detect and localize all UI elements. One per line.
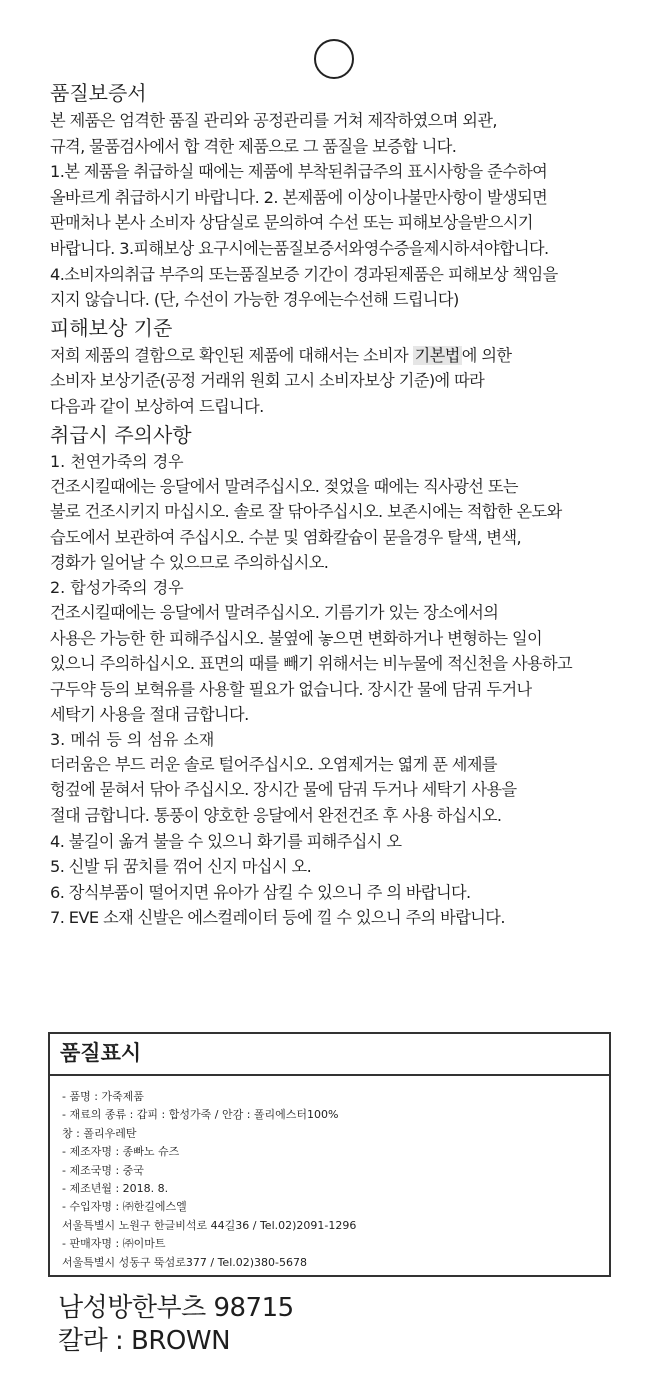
quality-spec-line: - 재료의 종류 : 갑피 : 합성가죽 / 안감 : 폴리에스터100%: [62, 1108, 339, 1122]
warranty-line: 규격, 물품검사에서 합 격한 제품으로 그 품질을 보증합 니다.: [50, 136, 457, 156]
quality-spec-line: 창 : 폴리우레탄: [62, 1126, 137, 1140]
caution-title: 취급시 주의사항: [50, 422, 192, 447]
caution-item: 6. 장식부품이 떨어지면 유아가 삼킬 수 있으니 주 의 바랍니다.: [50, 882, 471, 902]
warranty-line: 1.본 제품을 취급하실 때에는 제품에 부착된취급주의 표시사항을 준수하여: [50, 162, 548, 182]
caution-item: 5. 신발 뒤 꿈치를 꺾어 신지 마십시 오.: [50, 857, 312, 877]
highlighted-word: 기본법: [414, 345, 460, 365]
quality-spec-line: - 수입자명 : ㈜한길에스엘: [62, 1200, 187, 1214]
quality-spec-list: [50, 1076, 609, 1272]
compensation-line: 소비자 보상기준(공정 거래위 원회 고시 소비자보상 기준)에 따라: [50, 371, 485, 391]
warranty-line: 4.소비자의취급 부주의 또는품질보증 기간이 경과된제품은 피해보상 책임을: [50, 264, 558, 284]
compensation-title: 피해보상 기준: [50, 315, 173, 340]
quality-spec-line: - 판매자명 : ㈜이마트: [62, 1237, 166, 1251]
caution-line: 있으니 주의하십시오. 표면의 때를 빼기 위해서는 비누물에 적신천을 사용하고: [50, 654, 573, 674]
compensation-text: 저희 제품의 결함으로 확인된 제품에 대해서는 소비자: [50, 345, 413, 365]
caution-line: 건조시킬때에는 응달에서 말려주십시오. 기름기가 있는 장소에서의: [50, 602, 499, 622]
caution-heading: 1. 천연가죽의 경우: [50, 451, 184, 471]
quality-title: 품질표시: [50, 1034, 609, 1076]
caution-line: 사용은 가능한 한 피해주십시오. 불옆에 놓으면 변화하거나 변형하는 일이: [50, 628, 543, 648]
warranty-line: 올바르게 취급하시기 바랍니다. 2. 본제품에 이상이나불만사항이 발생되면: [50, 187, 548, 207]
compensation-text: 에 의한: [461, 345, 512, 365]
quality-spec-line: 서울특별시 노원구 한글비석로 44길36 / Tel.02)2091-1296: [62, 1218, 357, 1232]
product-footer: [58, 1292, 294, 1358]
warranty-text: [50, 78, 618, 931]
caution-line: 헝겊에 묻혀서 닦아 주십시오. 장시간 물에 담궈 두거나 세탁기 사용을: [50, 780, 517, 800]
caution-line: 습도에서 보관하여 주십시오. 수분 및 염화칼슘이 묻을경우 탈색, 변색,: [50, 527, 522, 547]
quality-spec-line: - 품명 : 가죽제품: [62, 1090, 144, 1103]
caution-line: 건조시킬때에는 응달에서 말려주십시오. 젖었을 때에는 직사광선 또는: [50, 476, 518, 496]
product-name: 남성방한부츠 98715: [58, 1293, 294, 1323]
compensation-line: 다음과 같이 보상하여 드립니다.: [50, 396, 264, 416]
warranty-line: 본 제품은 엄격한 품질 관리와 공정관리를 거쳐 제작하였으며 외관,: [50, 111, 497, 130]
caution-item: 7. EVE 소재 신발은 에스컬레이터 등에 낄 수 있으니 주의 바랍니다.: [50, 908, 505, 928]
caution-line: 불로 건조시키지 마십시오. 솔로 잘 닦아주십시오. 보존시에는 적합한 온도와: [50, 502, 562, 522]
caution-item: 4. 불길이 옮겨 불을 수 있으니 화기를 피해주십시 오: [50, 831, 402, 851]
caution-line: 더러움은 부드 러운 솔로 털어주십시오. 오염제거는 엷게 푼 세제를: [50, 754, 497, 774]
product-color: 칼라 : BROWN: [58, 1326, 231, 1356]
caution-line: 세탁기 사용을 절대 금합니다.: [50, 705, 249, 725]
warranty-line: 판매처나 본사 소비자 상담실로 문의하여 수선 또는 피해보상을받으시기: [50, 213, 533, 233]
quality-spec-line: 서울특별시 성동구 뚝섬로377 / Tel.02)380-5678: [62, 1255, 307, 1269]
quality-spec-line: - 제조자명 : 종빠노 슈즈: [62, 1145, 180, 1159]
quality-spec-line: - 제조년월 : 2018. 8.: [62, 1182, 169, 1196]
caution-line: 구두약 등의 보혁유를 사용할 필요가 없습니다. 장시간 물에 담궈 두거나: [50, 679, 532, 699]
caution-line: 절대 금합니다. 통풍이 양호한 응달에서 완전건조 후 사용 하십시오.: [50, 806, 502, 826]
warranty-title: 품질보증서: [50, 81, 147, 105]
caution-heading: 3. 메쉬 등 의 섬유 소재: [50, 729, 215, 749]
compensation-line: [50, 343, 618, 369]
warranty-line: 지지 않습니다. (단, 수선이 가능한 경우에는수선해 드립니다): [50, 290, 459, 310]
quality-label-box: [48, 1032, 611, 1277]
hang-tag-hole: [314, 39, 354, 79]
caution-line: 경화가 일어날 수 있으므로 주의하십시오.: [50, 553, 329, 573]
warranty-line: 바랍니다. 3.피해보상 요구시에는품질보증서와영수증을제시하셔야합니다.: [50, 238, 549, 258]
caution-heading: 2. 합성가죽의 경우: [50, 577, 184, 597]
quality-spec-line: - 제조국명 : 중국: [62, 1163, 144, 1177]
